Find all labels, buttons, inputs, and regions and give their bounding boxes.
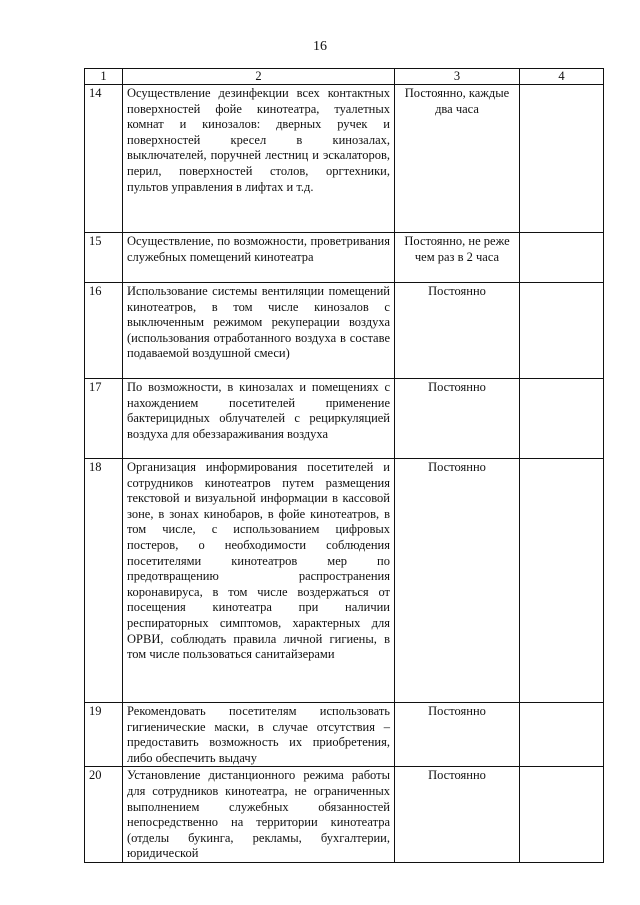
row-description: Организация информирования посетителей и сотрудников кинотеатров путем размещения текстовой и визуальной информации в кассовой зоне, в зонах кинобаров, в фойе кинотеатров, в том числе, с использованием цифровых постеров, о необходимости соблюдения посетителями кинотеатров мер по предотвращению распространения коронавируса, в том числе воздержаться от посещения кинотеатра при наличии респираторных симптомов, характерных для ОРВИ, соблюдать правила личной гигиены, в том числе пользоваться санитайзерами [123, 459, 395, 703]
header-col-1: 1 [85, 69, 123, 85]
row-term: Постоянно [395, 459, 520, 703]
row-term: Постоянно [395, 283, 520, 379]
row-number: 20 [85, 767, 123, 863]
table-header-row [85, 69, 604, 85]
table-row [85, 85, 604, 233]
row-number: 16 [85, 283, 123, 379]
measures-table [84, 68, 604, 863]
table-row [85, 283, 604, 379]
row-number: 18 [85, 459, 123, 703]
table-row [85, 703, 604, 767]
table-row [85, 379, 604, 459]
row-note [520, 459, 604, 703]
row-term: Постоянно, каждые два часа [395, 85, 520, 233]
row-note [520, 703, 604, 767]
row-term: Постоянно [395, 379, 520, 459]
row-note [520, 85, 604, 233]
row-term: Постоянно [395, 767, 520, 863]
table-row [85, 233, 604, 283]
row-number: 17 [85, 379, 123, 459]
row-note [520, 233, 604, 283]
row-description: Осуществление дезинфекции всех контактных поверхностей фойе кинотеатра, туалетных комнат и кинозалов: дверных ручек и поверхностей кресел в кинозалах, выключателей, поручней лестниц и эскалаторов, перил, поверхностей столов, оргтехники, пультов управления в лифтах и т.д. [123, 85, 395, 233]
row-description: Осуществление, по возможности, проветривания служебных помещений кинотеатра [123, 233, 395, 283]
row-description: Установление дистанционного режима работы для сотрудников кинотеатра, не ограниченных выполнением служебных обязанностей непосредственно на территории кинотеатра (отделы букинга, рекламы, бухгалтерии, юридической [123, 767, 395, 863]
row-term: Постоянно, не реже чем раз в 2 часа [395, 233, 520, 283]
table-row [85, 767, 604, 863]
page-number: 16 [313, 39, 327, 54]
row-note [520, 283, 604, 379]
row-term: Постоянно [395, 703, 520, 767]
row-note [520, 767, 604, 863]
header-col-2: 2 [123, 69, 395, 85]
row-description: Использование системы вентиляции помещений кинотеатров, в том числе кинозалов с выключенным режимом рекуперации воздуха (использования отработанного воздуха в составе подаваемой воздушной смеси) [123, 283, 395, 379]
row-number: 15 [85, 233, 123, 283]
row-number: 19 [85, 703, 123, 767]
row-number: 14 [85, 85, 123, 233]
header-col-3: 3 [395, 69, 520, 85]
row-description: Рекомендовать посетителям использовать гигиенические маски, в случае отсутствия – предоставить возможность их приобретения, либо обеспечить выдачу [123, 703, 395, 767]
table-row [85, 459, 604, 703]
row-description: По возможности, в кинозалах и помещениях с нахождением посетителей применение бактерицидных облучателей с рециркуляцией воздуха для обеззараживания воздуха [123, 379, 395, 459]
header-col-4: 4 [520, 69, 604, 85]
row-note [520, 379, 604, 459]
